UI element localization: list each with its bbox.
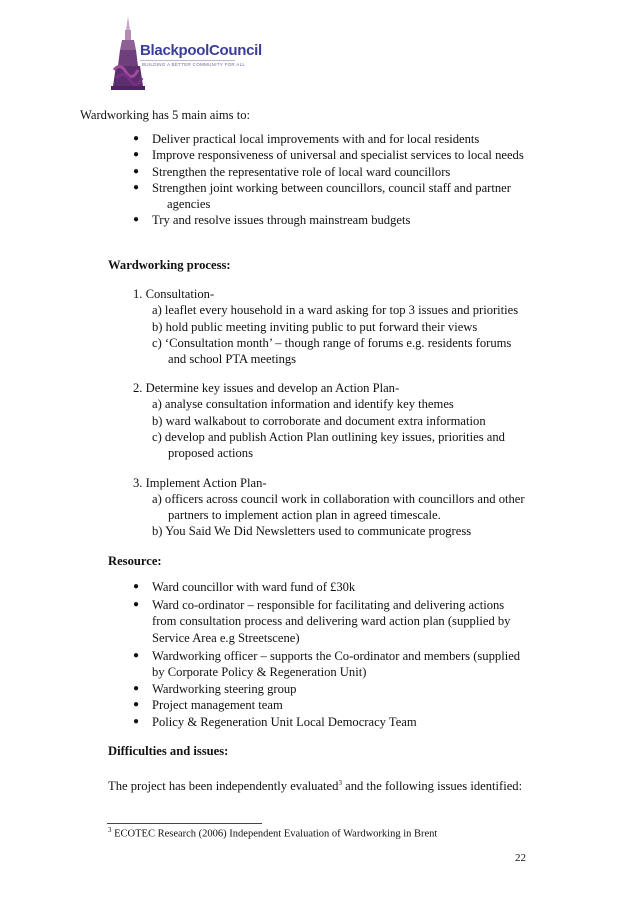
intro-text: Wardworking has 5 main aims to: [80,108,251,122]
difficulties-heading: Difficulties and issues: [108,744,229,758]
aim-item: Try and resolve issues through mainstream budgets [152,213,411,227]
aim-item: Strengthen joint working between councillors, council staff and partner [152,181,511,195]
blackpool-council-logo [108,14,262,94]
bullet-icon: ● [133,182,140,193]
process-step-line: b) hold public meeting inviting public to put forward their views [152,320,478,334]
process-step-line: proposed actions [168,446,253,460]
aim-item: Improve responsiveness of universal and specialist services to local needs [152,148,524,162]
process-step-title: 2. Determine key issues and develop an Action Plan- [133,381,400,395]
difficulties-text: The project has been independently evaluated$^3$ and the following issues identified: [108,779,523,794]
process-step-title: 3. Implement Action Plan- [133,476,267,490]
process-step-line: a) analyse consultation information and identify key themes [152,397,454,411]
bullet-icon: ● [133,716,140,727]
bullet-icon: ● [133,699,140,710]
bullet-icon: ● [133,214,140,225]
process-step-line: a) leaflet every household in a ward asking for top 3 issues and priorities [152,303,519,317]
resource-item: Wardworking officer – supports the Co-ordinator and members (supplied [152,649,521,663]
process-step-line: b) You Said We Did Newsletters used to communicate progress [152,524,472,538]
footnote-separator [107,823,262,824]
bullet-icon: ● [133,650,140,661]
resource-item: Wardworking steering group [152,682,297,696]
resource-item-continued: Service Area e.g Streetscene) [152,631,300,645]
process-heading: Wardworking process: [108,258,231,272]
bullet-icon: ● [133,599,140,610]
resource-item: Ward councillor with ward fund of £30k [152,580,356,594]
aim-item: Strengthen the representative role of local ward councillors [152,165,451,179]
logo-divider [140,60,235,61]
bullet-icon: ● [133,166,140,177]
bullet-icon: ● [133,133,140,144]
process-step-line: b) ward walkabout to corroborate and document extra information [152,414,486,428]
process-step-line: a) officers across council work in collaboration with councillors and other [152,492,525,506]
process-step-line: c) develop and publish Action Plan outlining key issues, priorities and [152,430,505,444]
process-step-line: c) ‘Consultation month’ – though range of forums e.g. residents forums [152,336,512,350]
resource-heading: Resource: [108,554,162,568]
process-step-title: 1. Consultation- [133,287,215,301]
resource-item: Project management team [152,698,283,712]
resource-item: Ward co-ordinator – responsible for facilitating and delivering actions [152,598,505,612]
aim-item: Deliver practical local improvements with and for local residents [152,132,480,146]
aim-item-continued: agencies [167,197,211,211]
page-number: 22 [515,852,526,864]
bullet-icon: ● [133,683,140,694]
resource-item: Policy & Regeneration Unit Local Democracy Team [152,715,417,729]
logo-wordmark: BlackpoolCouncil [140,42,262,59]
process-step-line: and school PTA meetings [168,352,297,366]
footnote-reference[interactable]: 3 [338,779,342,787]
process-step-line: partners to implement action plan in agreed timescale. [168,508,441,522]
bullet-icon: ● [133,149,140,160]
resource-item-continued: by Corporate Policy & Regeneration Unit) [152,665,367,679]
logo-tagline: BUILDING A BETTER COMMUNITY FOR ALL [142,62,246,67]
footnote: $^3$ ECOTEC Research (2006) Independent Evaluation of Wardworking in Brent [108,826,438,840]
bullet-icon: ● [133,581,140,592]
resource-item-continued: from consultation process and delivering ward action plan (supplied by [152,614,511,628]
